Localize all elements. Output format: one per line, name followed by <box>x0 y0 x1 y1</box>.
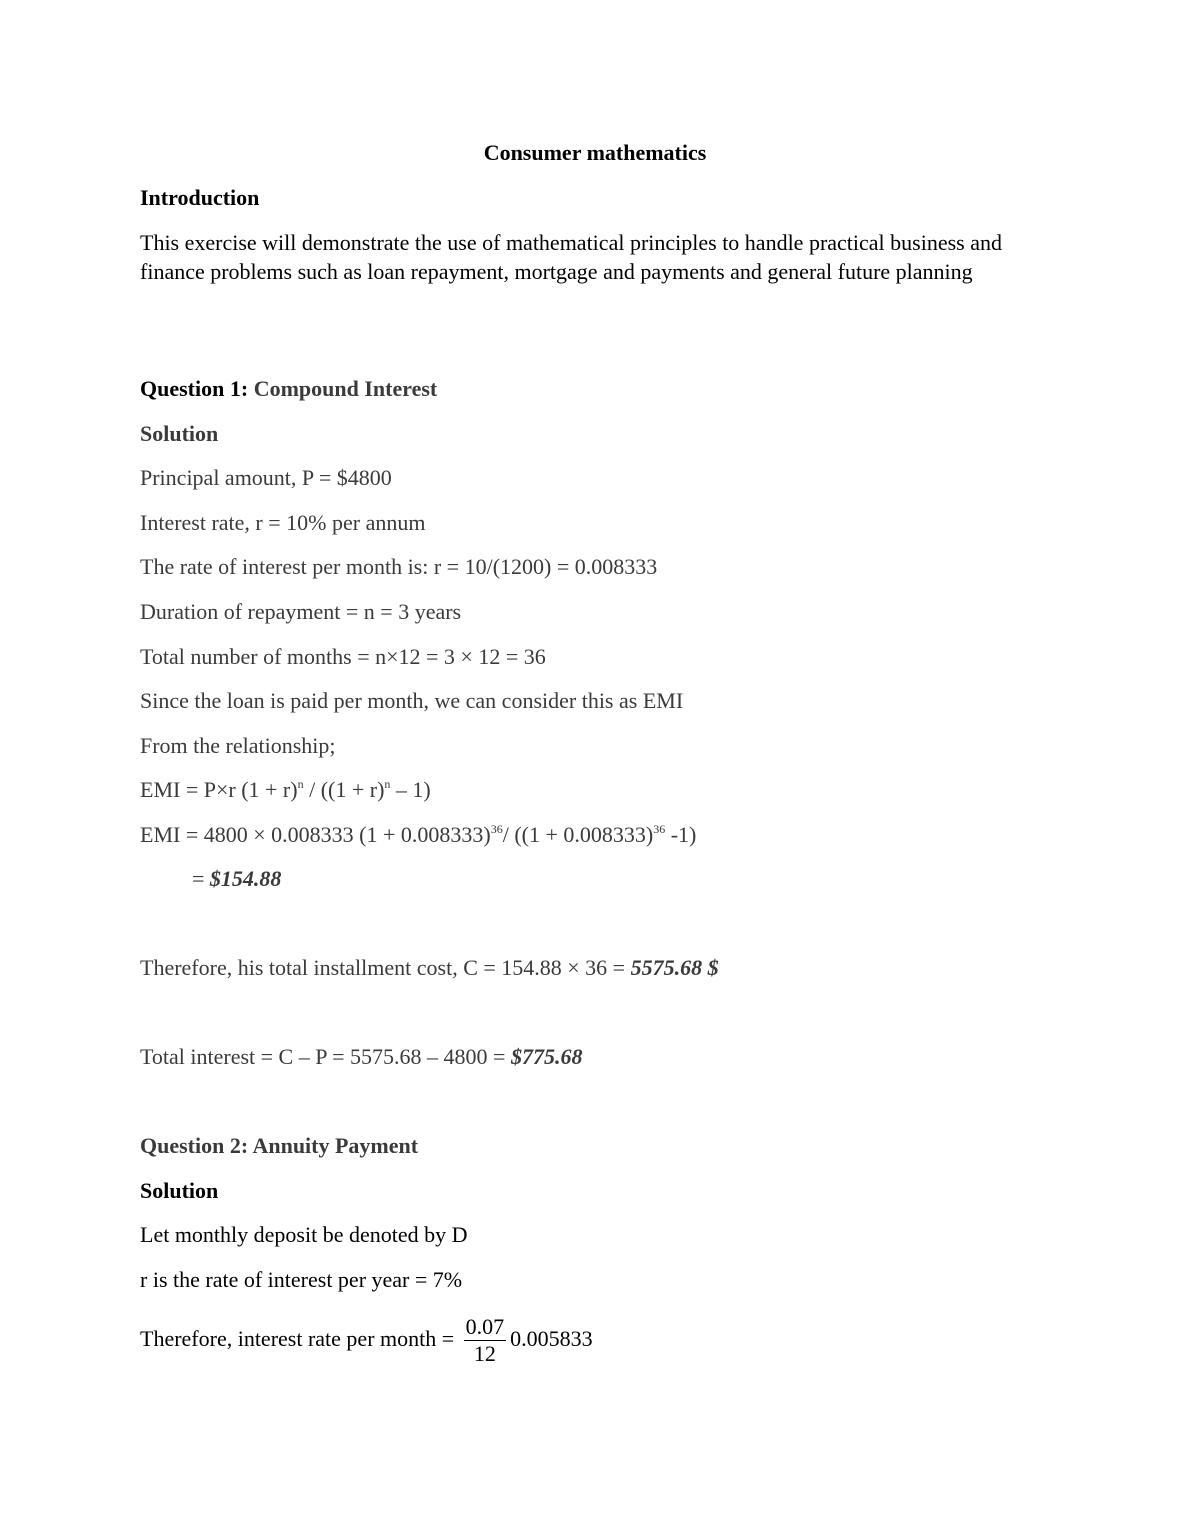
q2-monthly-rate: Therefore, interest rate per month = $\frac{0.07}{12}$ 0.005833 <box>140 1314 593 1367</box>
emi-formula: EMI = P×r $(1 + r)^n / ((1 + r)^n - 1)$ <box>140 777 431 802</box>
intro-heading: Introduction <box>140 185 260 210</box>
fraction-denominator: 12 <box>473 1341 496 1367</box>
question-2-heading: Question 2: Annuity Payment <box>140 1133 419 1158</box>
intro-paragraph: This exercise will demonstrate the use of mathematical principles to handle practical business and finance problems such as loan repayment, mortgage and payments and general future planning <box>140 230 1002 284</box>
total-installment-cost: Therefore, his total installment cost, C = 154.88 × 36 = 5575.68 $ <box>140 955 719 980</box>
question-1-topic: Compound Interest <box>253 376 438 401</box>
fraction-numerator: 0.07 <box>465 1314 505 1340</box>
q1-monthly-rate: The rate of interest per month is: r = 10/(1200) = 0.008333 <box>140 554 658 579</box>
q1-relationship: From the relationship; <box>140 733 336 758</box>
emi-substitution: EMI = 4800 × 0.008333 $(1 + 0.008333)^{36}/$ ($(1 + 0.008333)^{36}$ -1) <box>140 822 697 847</box>
q1-emi-note: Since the loan is paid per month, we can consider this as EMI <box>140 688 684 713</box>
question-1-heading <box>140 376 437 402</box>
q1-rate: Interest rate, r = 10% per annum <box>140 510 426 535</box>
q1-principal: Principal amount, P = $4800 <box>140 465 392 490</box>
total-interest: Total interest = C – P = 5575.68 – 4800 = $775.68 <box>140 1044 583 1069</box>
q1-months: Total number of months = n×12 = 3 × 12 = 36 <box>140 644 546 669</box>
q2-deposit: Let monthly deposit be denoted by D <box>140 1222 468 1247</box>
emi-result: = $154.88 <box>192 866 282 891</box>
q1-duration: Duration of repayment = n = 3 years <box>140 599 462 624</box>
q1-solution-heading: Solution <box>140 421 219 446</box>
q2-rate: r is the rate of interest per year = 7% <box>140 1267 463 1292</box>
rate-fraction <box>464 1314 507 1367</box>
page-title: Consumer mathematics <box>483 140 707 165</box>
question-1-label: Question 1: <box>140 376 249 401</box>
q2-solution-heading: Solution <box>140 1178 219 1203</box>
